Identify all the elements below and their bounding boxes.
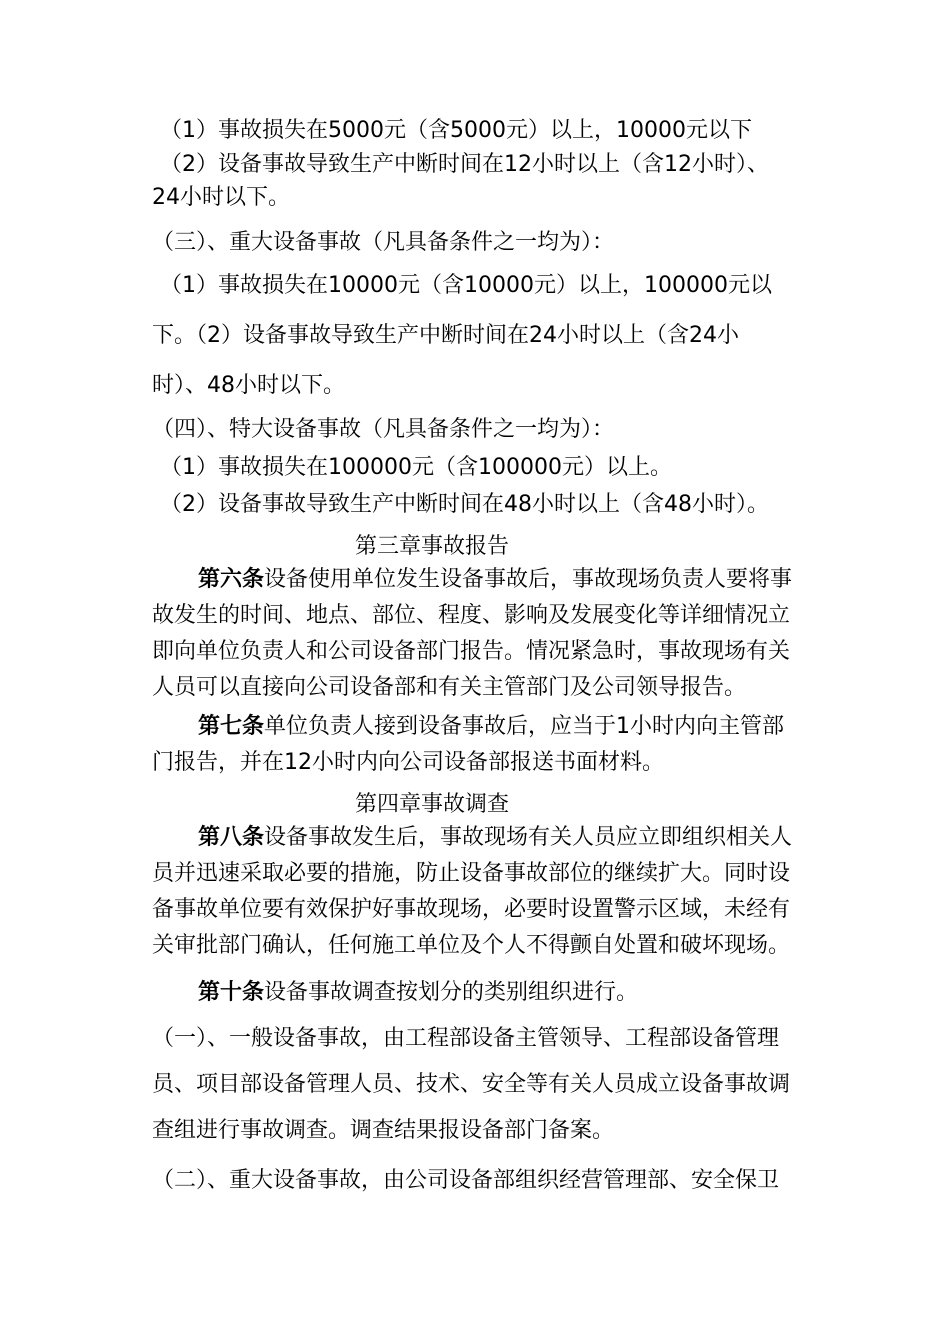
text-line: 查组进行事故调查。调查结果报设备部门备案。: [152, 1118, 615, 1143]
paragraph-first-line: [198, 562, 792, 598]
text-line: （2）设备事故导致生产中断时间在48小时以上（含48小时）。: [160, 492, 769, 517]
text-line: 人员可以直接向公司设备部和有关主管部门及公司领导报告。: [152, 675, 747, 700]
chapter-title: 第三章事故报告: [355, 534, 510, 559]
article-label: 第十条: [198, 980, 265, 1005]
text-line: （2）设备事故导致生产中断时间在12小时以上（含12小时）、: [160, 152, 769, 177]
text-line: 时）、48小时以下。: [152, 373, 345, 398]
text-line: 单位负责人接到设备事故后，应当于1小时内向主管部: [264, 714, 785, 739]
paragraph-first-line: [198, 709, 784, 745]
text-line: 设备使用单位发生设备事故后，事故现场负责人要将事: [264, 567, 793, 592]
text-line: 关审批部门确认，任何施工单位及个人不得颤自处置和破坏现场。: [152, 933, 791, 958]
text-line: （一）、一般设备事故，由工程部设备主管领导、工程部设备管理: [152, 1026, 780, 1051]
text-line: 设备事故调查按划分的类别组织进行。: [264, 980, 639, 1005]
text-line: 下。（2）设备事故导致生产中断时间在24小时以上（含24小: [152, 323, 739, 348]
article-label: 第六条: [198, 567, 265, 592]
text-line: 员并迅速采取必要的措施，防止设备事故部位的继续扩大。同时设: [152, 861, 791, 886]
section-heading: （三）、重大设备事故（凡具备条件之一均为）：: [152, 230, 615, 255]
section-heading: （四）、特大设备事故（凡具备条件之一均为）：: [152, 417, 615, 442]
text-line: 即向单位负责人和公司设备部门报告。情况紧急时，事故现场有关: [152, 639, 791, 664]
article-label: 第七条: [198, 714, 265, 739]
text-line: （1）事故损失在100000元（含100000元）以上。: [160, 455, 672, 480]
text-line: （1）事故损失在5000元（含5000元）以上，10000元以下: [160, 118, 752, 143]
text-line: 24小时以下。: [152, 185, 290, 210]
text-line: （1）事故损失在10000元（含10000元）以上，100000元以: [160, 273, 772, 298]
text-line: 员、项目部设备管理人员、技术、安全等有关人员成立设备事故调: [152, 1072, 791, 1097]
chapter-title: 第四章事故调查: [355, 792, 510, 817]
paragraph-first-line: [198, 820, 792, 856]
text-line: 故发生的时间、地点、部位、程度、影响及发展变化等详细情况立: [152, 603, 791, 628]
text-line: 设备事故发生后，事故现场有关人员应立即组织相关人: [264, 825, 793, 850]
paragraph-first-line: [198, 975, 638, 1011]
text-line: 门报告，并在12小时内向公司设备部报送书面材料。: [152, 750, 664, 775]
text-line: （二）、重大设备事故，由公司设备部组织经营管理部、安全保卫: [152, 1168, 780, 1193]
text-line: 备事故单位要有效保护好事故现场，必要时设置警示区域，未经有: [152, 897, 791, 922]
article-label: 第八条: [198, 825, 265, 850]
